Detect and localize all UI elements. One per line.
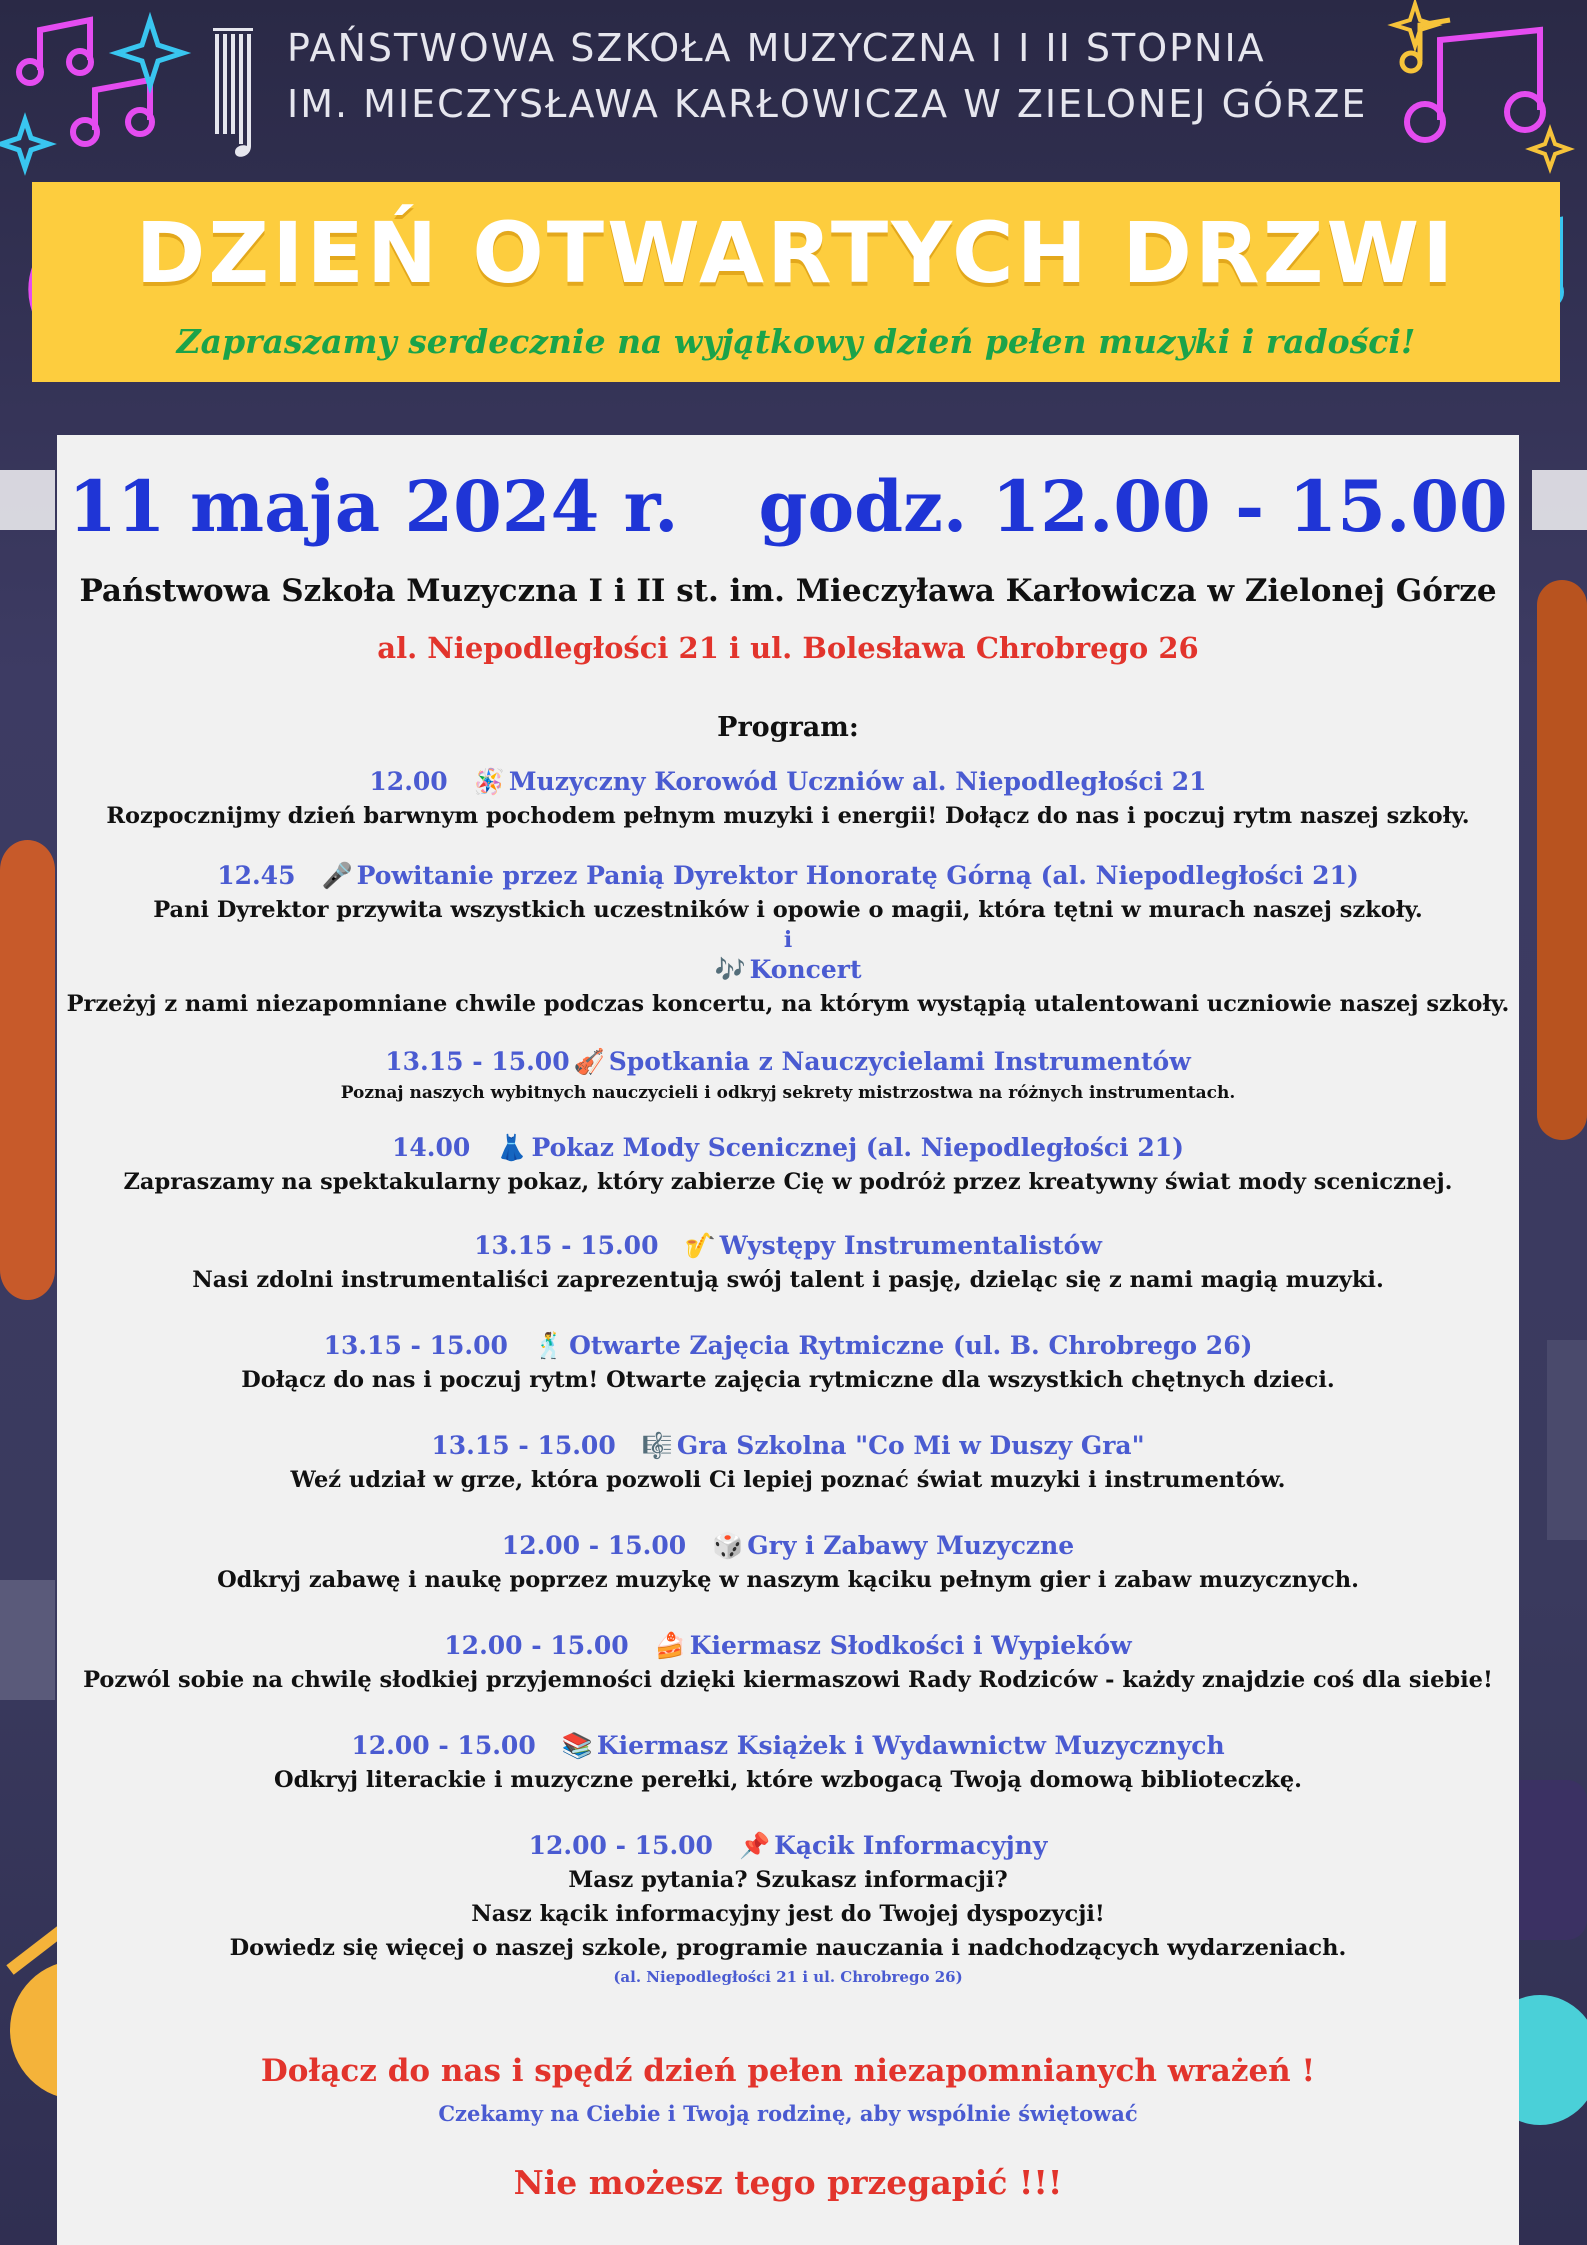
program-item-header (57, 1629, 1519, 1663)
program-item-header (57, 1045, 1519, 1079)
program-item-title: Kiermasz Słodkości i Wypieków (689, 1631, 1132, 1660)
program-item-description: Odkryj literackie i muzyczne perełki, które wzbogacą Twoją domową biblioteczkę. (274, 1767, 1302, 1793)
venue-address: al. Niepodległości 21 i ul. Bolesława Chrobrego 26 (377, 631, 1199, 665)
left-instruments-decoration (0, 380, 60, 1880)
program-item-time: 13.15 - 15.00 (385, 1047, 570, 1076)
program-item-time: 13.15 - 15.00 (323, 1331, 508, 1360)
program-item (57, 1131, 1519, 1199)
dice-icon: 🎲 (712, 1531, 744, 1560)
event-title: DZIEŃ OTWARTYCH DRZWI (135, 204, 1457, 302)
school-name-line1: PAŃSTWOWA SZKOŁA MUZYCZNA I I II STOPNIA (287, 26, 1266, 70)
program-item-time: 12.45 (217, 861, 296, 890)
program-item (57, 765, 1519, 833)
program-item-title: Gry i Zabawy Muzyczne (747, 1531, 1075, 1560)
dress-icon: 👗 (496, 1133, 528, 1162)
microphone-icon: 🎤 (321, 861, 353, 890)
event-time: godz. 12.00 - 15.00 (758, 465, 1508, 548)
program-item-header (57, 1429, 1519, 1463)
program-item (57, 1629, 1519, 1697)
program-card (57, 435, 1519, 2245)
event-subtitle: Zapraszamy serdecznie na wyjątkowy dzień pełen muzyki i radości! (176, 322, 1416, 361)
program-item-header (57, 859, 1519, 893)
program-item-description: Pani Dyrektor przywita wszystkich uczestników i opowie o magii, która tętni w murach naszej szkoły. (153, 897, 1423, 923)
program-item-time: 13.15 - 15.00 (431, 1431, 616, 1460)
program-item-description-line: Nasz kącik informacyjny jest do Twojej dyspozycji! (471, 1901, 1105, 1927)
program-item (57, 1829, 1519, 1989)
program-item-time: 12.00 - 15.00 (528, 1831, 713, 1860)
program-item-title: Otwarte Zajęcia Rytmiczne (ul. B. Chrobrego 26) (569, 1331, 1253, 1360)
pushpin-icon: 📌 (738, 1831, 771, 1860)
program-item-title: Muzyczny Korowód Uczniów al. Niepodległości 21 (508, 767, 1207, 796)
program-item-description: Rozpocznijmy dzień barwnym pochodem pełnym muzyki i energii! Dołącz do nas i poczuj rytm naszej szkoły. (106, 803, 1470, 829)
musical-score-icon: 🎼 (641, 1431, 673, 1460)
title-banner (32, 182, 1560, 382)
venue-name: Państwowa Szkoła Muzyczna I i II st. im. Mieczyława Karłowicza w Zielonej Górze (79, 573, 1497, 609)
program-item-description: Zapraszamy na spektakularny pokaz, który zabierze Cię w podróż przez kreatywny świat mody scenicznej. (123, 1169, 1453, 1195)
closing-subtext: Czekamy na Ciebie i Twoją rodzinę, aby wspólnie świętować (438, 2101, 1138, 2126)
music-notes-icon: 🎶 (714, 955, 746, 984)
program-item (57, 1729, 1519, 1797)
program-item (57, 1529, 1519, 1597)
program-item-description: Poznaj naszych wybitnych nauczycieli i odkryj sekrety mistrzostwa na różnych instrumentach. (340, 1083, 1236, 1103)
program-label: Program: (717, 712, 859, 743)
program-item-note: (al. Niepodległości 21 i ul. Chrobrego 26) (613, 1968, 963, 1986)
program-item-header (57, 1131, 1519, 1165)
program-item-title: Powitanie przez Panią Dyrektor Honoratę Górną (al. Niepodległości 21) (356, 861, 1359, 890)
program-item-title: Gra Szkolna "Co Mi w Duszy Gra" (676, 1431, 1145, 1460)
confetti-icon: 🪅 (473, 767, 505, 796)
program-item (57, 1329, 1519, 1397)
program-item-header (57, 765, 1519, 799)
books-icon: 📚 (561, 1731, 593, 1760)
program-item-description: Nasi zdolni instrumentaliści zaprezentują swój talent i pasję, dzieląc się z nami magią muzyki. (192, 1267, 1384, 1293)
header (0, 0, 1587, 180)
program-item-time: 12.00 - 15.00 (501, 1531, 687, 1560)
program-item-title: Występy Instrumentalistów (719, 1231, 1102, 1260)
program-item (57, 1229, 1519, 1297)
program-connector: i (783, 927, 793, 953)
program-item-header (57, 1729, 1519, 1763)
dancer-icon: 🕺 (533, 1331, 566, 1360)
program-item-description: Dołącz do nas i poczuj rytm! Otwarte zajęcia rytmiczne dla wszystkich chętnych dzieci. (241, 1367, 1335, 1393)
event-date: 11 maja 2024 r. (68, 465, 679, 548)
program-subitem-description: Przeżyj z nami niezapomniane chwile podczas koncertu, na którym wystąpią utalentowani uczniowie naszej szkoły. (66, 991, 1510, 1017)
final-call: Nie możesz tego przegapić !!! (513, 2163, 1063, 2202)
program-item-title: Pokaz Mody Scenicznej (al. Niepodległości 21) (531, 1133, 1184, 1162)
closing-invitation: Dołącz do nas i spędź dzień pełen niezapomnianych wrażeń ! (260, 2053, 1316, 2089)
program-item (57, 1429, 1519, 1497)
pipe-organ-logo-icon (213, 28, 253, 160)
right-instruments-decoration (1527, 380, 1587, 1880)
program-item-title: Kiermasz Książek i Wydawnictw Muzycznych (596, 1731, 1225, 1760)
program-list (57, 765, 1519, 1989)
program-item-title: Kącik Informacyjny (774, 1831, 1048, 1860)
program-item-description: Pozwól sobie na chwilę słodkiej przyjemności dzięki kiermaszowi Rady Rodziców - każdy znajdzie coś dla siebie! (83, 1667, 1493, 1693)
program-item-title: Spotkania z Nauczycielami Instrumentów (608, 1047, 1191, 1076)
program-item-time: 12.00 - 15.00 (444, 1631, 629, 1660)
program-item (57, 859, 1519, 1021)
program-item-header (57, 1329, 1519, 1363)
program-item-time: 12.00 (369, 767, 448, 796)
program-item-header (57, 1529, 1519, 1563)
date-time-row (57, 465, 1519, 548)
cake-icon: 🍰 (654, 1631, 686, 1660)
program-subitem-header (57, 953, 1519, 987)
program-subitem-title: Koncert (749, 955, 862, 984)
program-item-description: Weź udział w grze, która pozwoli Ci lepiej poznać świat muzyki i instrumentów. (290, 1467, 1286, 1493)
program-item-description-line: Dowiedz się więcej o naszej szkole, programie nauczania i nadchodzących wydarzeniach. (229, 1935, 1347, 1961)
school-name-line2: IM. MIECZYSŁAWA KARŁOWICZA W ZIELONEJ GÓRZE (287, 82, 1368, 126)
program-item-description: Odkryj zabawę i naukę poprzez muzykę w naszym kąciku pełnym gier i zabaw muzycznych. (217, 1567, 1359, 1593)
program-item-description-line: Masz pytania? Szukasz informacji? (568, 1867, 1008, 1893)
program-item-header (57, 1829, 1519, 1863)
violin-icon: 🎻 (573, 1047, 605, 1076)
program-item-time: 12.00 - 15.00 (351, 1731, 536, 1760)
program-item (57, 1045, 1519, 1107)
saxophone-icon: 🎷 (684, 1231, 716, 1260)
program-item-time: 13.15 - 15.00 (474, 1231, 659, 1260)
program-item-time: 14.00 (392, 1133, 471, 1162)
program-item-header (57, 1229, 1519, 1263)
